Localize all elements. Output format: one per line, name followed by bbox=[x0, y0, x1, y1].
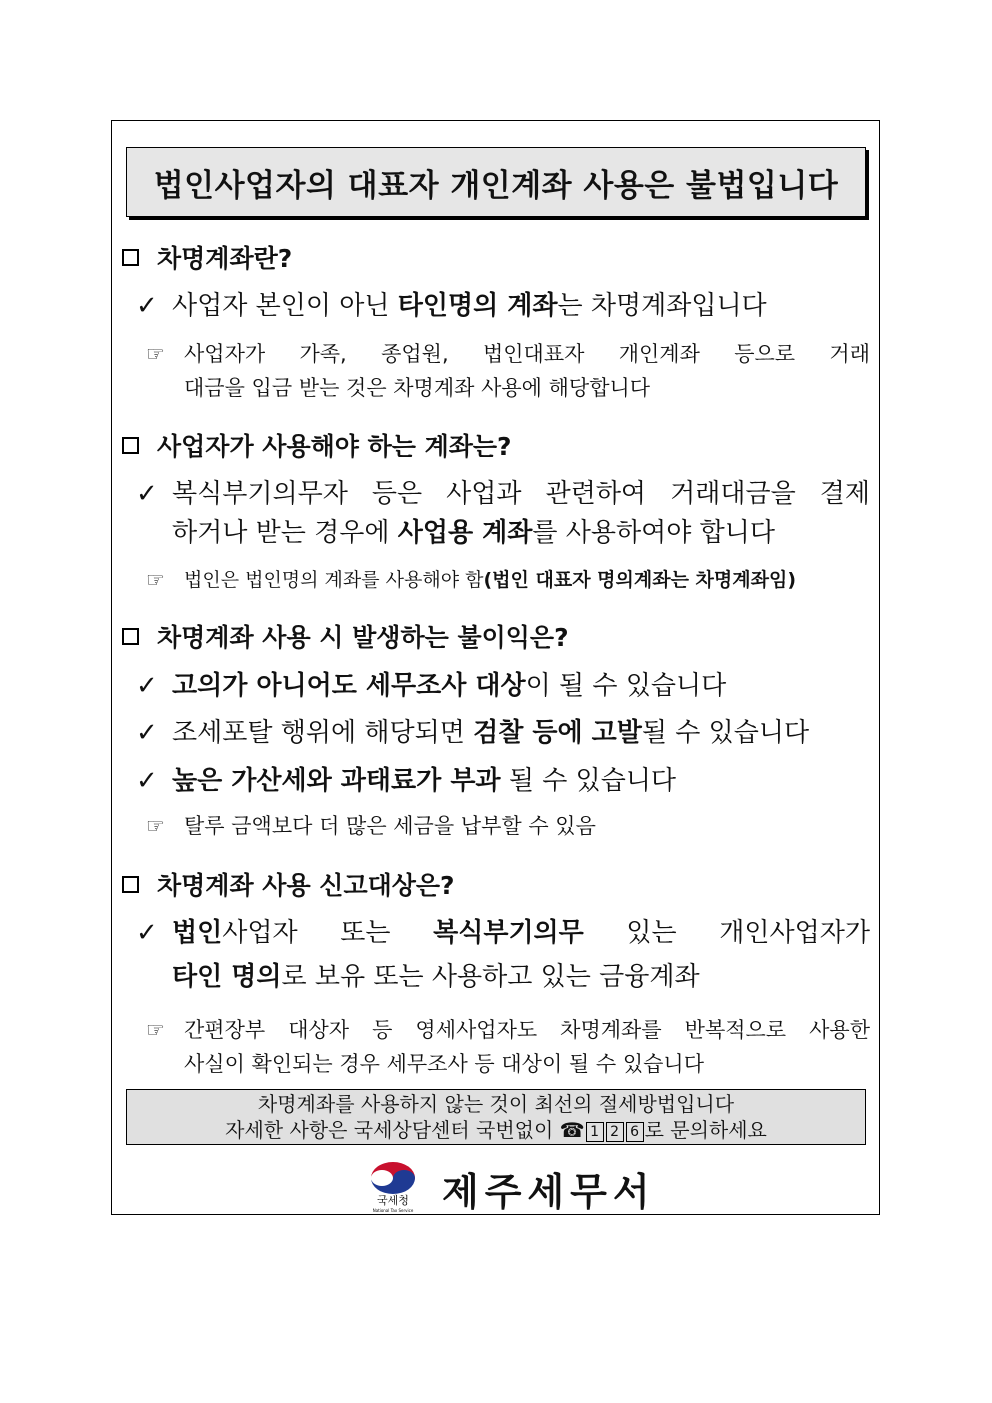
check-icon: ✓ bbox=[136, 766, 158, 796]
square-bullet-icon bbox=[122, 628, 139, 645]
pointing-hand-icon: ☞ bbox=[146, 568, 165, 592]
note-line: 사업자가 가족, 종업원, 법인대표자 개인계좌 등으로 거래 bbox=[184, 342, 870, 366]
section-heading: 차명계좌 사용 신고대상은? bbox=[122, 866, 455, 902]
pointing-hand-icon: ☞ bbox=[146, 1018, 165, 1042]
check-item: 사업자 본인이 아닌 타인명의 계좌는 차명계좌입니다 bbox=[172, 291, 767, 321]
pointing-hand-icon: ☞ bbox=[146, 342, 165, 366]
phone-digit: 1 bbox=[586, 1122, 604, 1142]
note-line: 대금을 입금 받는 것은 차명계좌 사용에 해당합니다 bbox=[184, 376, 651, 400]
check-item: 복식부기의무자 등은 사업과 관련하여 거래대금을 결제 bbox=[172, 479, 870, 509]
footer-contact-line: 자세한 사항은 국세상담센터 국번없이 ☎ 1 2 6 로 문의하세요 bbox=[225, 1118, 767, 1142]
page-title: 법인사업자의 대표자 개인계좌 사용은 불법입니다 bbox=[126, 147, 866, 217]
section-heading: 사업자가 사용해야 하는 계좌는? bbox=[122, 427, 512, 463]
footer-line: 차명계좌를 사용하지 않는 것이 최선의 절세방법입니다 bbox=[257, 1092, 735, 1116]
check-item: 조세포탈 행위에 해당되면 검찰 등에 고발될 수 있습니다 bbox=[172, 718, 810, 748]
logo-korean-text: 국세청 bbox=[377, 1194, 409, 1207]
note-line: 사실이 확인되는 경우 세무조사 등 대상이 될 수 있습니다 bbox=[184, 1052, 704, 1076]
check-item: 고의가 아니어도 세무조사 대상이 될 수 있습니다 bbox=[172, 671, 727, 701]
check-icon: ✓ bbox=[136, 291, 158, 321]
section-heading: 차명계좌 사용 시 발생하는 불이익은? bbox=[122, 618, 569, 654]
notice-sheet bbox=[111, 120, 880, 1215]
check-item-continued: 타인 명의로 보유 또는 사용하고 있는 금융계좌 bbox=[172, 962, 700, 992]
check-item: 법인사업자 또는 복식부기의무 있는 개인사업자가 bbox=[172, 918, 870, 948]
square-bullet-icon bbox=[122, 437, 139, 454]
square-bullet-icon bbox=[122, 249, 139, 266]
square-bullet-icon bbox=[122, 876, 139, 893]
check-item-continued: 하거나 받는 경우에 사업용 계좌를 사용하여야 합니다 bbox=[172, 518, 775, 548]
check-icon: ✓ bbox=[136, 671, 158, 701]
note-line: 간편장부 대상자 등 영세사업자도 차명계좌를 반복적으로 사용한 bbox=[184, 1018, 870, 1042]
check-icon: ✓ bbox=[136, 479, 158, 509]
logo-english-text: National Tax Service bbox=[372, 1208, 414, 1213]
check-icon: ✓ bbox=[136, 918, 158, 948]
check-icon: ✓ bbox=[136, 718, 158, 748]
note-line: 탈루 금액보다 더 많은 세금을 납부할 수 있음 bbox=[184, 814, 596, 838]
note-line: 법인은 법인명의 계좌를 사용해야 함(법인 대표자 명의계좌는 차명계좌임) bbox=[184, 569, 797, 591]
check-item: 높은 가산세와 과태료가 부과 될 수 있습니다 bbox=[172, 766, 677, 796]
section-heading: 차명계좌란? bbox=[122, 239, 292, 275]
phone-digit: 2 bbox=[606, 1122, 624, 1142]
nts-logo bbox=[358, 1157, 428, 1213]
pointing-hand-icon: ☞ bbox=[146, 814, 165, 838]
phone-digit: 6 bbox=[626, 1122, 644, 1142]
taegeuk-logo-icon bbox=[358, 1157, 428, 1213]
footer-notice bbox=[126, 1089, 866, 1145]
tax-office-name: 제주세무서 bbox=[442, 1170, 656, 1214]
